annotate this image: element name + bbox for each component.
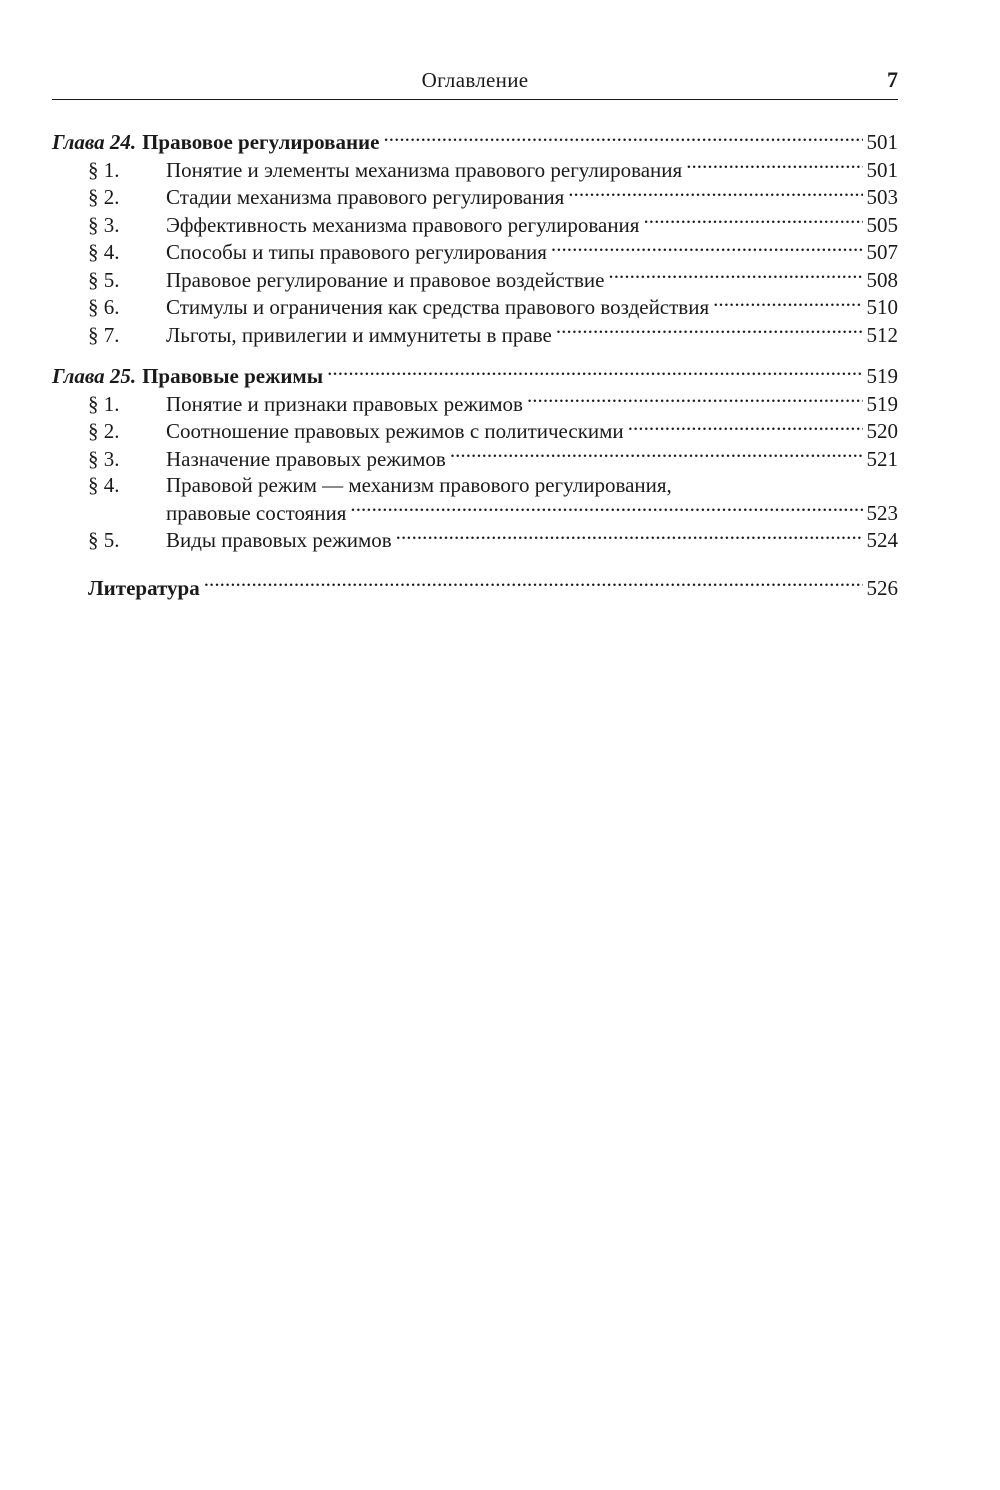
toc-chapter-24[interactable] (52, 128, 898, 156)
leader-dots (556, 321, 863, 342)
toc-chapter-25[interactable] (52, 362, 898, 390)
section-page: 507 (866, 240, 898, 264)
section-number: § 7. (88, 322, 120, 347)
leader-dots (350, 499, 862, 520)
header-rule (52, 99, 898, 100)
toc-section[interactable] (52, 293, 898, 321)
leader-dots (204, 574, 863, 595)
section-number: § 4. (88, 473, 120, 497)
section-title: Правовое регулирование и правовое воздействие (166, 267, 605, 292)
literature-title: Литература (88, 575, 200, 600)
section-page: 524 (866, 528, 898, 552)
toc-section[interactable] (52, 321, 898, 349)
toc-section[interactable] (52, 445, 898, 473)
toc-section-multiline[interactable] (52, 472, 898, 499)
section-number: § 3. (88, 446, 120, 471)
section-number: § 2. (88, 185, 120, 209)
section-number: § 5. (88, 267, 120, 292)
toc-section-continuation[interactable] (52, 499, 898, 527)
section-page: 521 (866, 446, 898, 471)
section-title: Стадии механизма правового регулирования (166, 185, 565, 209)
header-title: Оглавление (421, 68, 529, 92)
section-number: § 2. (88, 419, 120, 443)
section-page: 512 (866, 322, 898, 347)
section-page: 519 (866, 391, 898, 416)
toc-section[interactable] (52, 266, 898, 294)
section-number: § 6. (88, 295, 120, 319)
section-number: § 5. (88, 528, 120, 552)
chapter-title: Правовые режимы (142, 364, 324, 388)
section-title-line1: Правовой режим — механизм правового регулирования, (166, 473, 672, 497)
page-number: 7 (887, 67, 898, 92)
section-page: 501 (866, 157, 898, 182)
leader-dots (628, 417, 863, 438)
chapter-page: 519 (866, 364, 898, 388)
leader-dots (686, 156, 862, 177)
section-title: Эффективность механизма правового регулирования (166, 212, 640, 237)
toc-section[interactable] (52, 211, 898, 239)
leader-dots (608, 266, 862, 287)
leader-dots (450, 445, 863, 466)
leader-dots (327, 362, 862, 383)
leader-dots (383, 128, 862, 149)
literature-page: 526 (866, 575, 898, 600)
section-page: 503 (866, 185, 898, 209)
toc-section[interactable] (52, 238, 898, 266)
leader-dots (643, 211, 862, 232)
section-number: § 4. (88, 240, 120, 264)
section-page: 510 (866, 295, 898, 319)
section-title: Понятие и признаки правовых режимов (166, 391, 523, 416)
leader-dots (568, 183, 862, 204)
section-title: Понятие и элементы механизма правового регулирования (166, 157, 683, 182)
section-number: § 1. (88, 157, 120, 182)
toc-section[interactable] (52, 390, 898, 418)
leader-dots (713, 293, 862, 314)
section-page: 508 (866, 267, 898, 292)
section-number: § 3. (88, 212, 120, 237)
chapter-title: Правовое регулирование (142, 130, 380, 154)
leader-dots (396, 526, 863, 547)
chapter-label: Глава 24. (52, 130, 137, 154)
toc-page (52, 0, 898, 601)
chapter-page: 501 (866, 130, 898, 154)
section-title: Виды правовых режимов (166, 528, 392, 552)
chapter-label: Глава 25. (52, 364, 137, 388)
section-title: Способы и типы правового регулирования (166, 240, 547, 264)
leader-dots (527, 390, 863, 411)
toc-section[interactable] (52, 526, 898, 554)
running-header (52, 0, 898, 102)
section-page: 505 (866, 212, 898, 237)
section-title: Назначение правовых режимов (166, 446, 446, 471)
section-page: 523 (866, 500, 898, 525)
leader-dots (551, 238, 863, 259)
section-title: Стимулы и ограничения как средства правового воздействия (166, 295, 710, 319)
toc-section[interactable] (52, 183, 898, 211)
toc-literature[interactable] (52, 574, 898, 602)
section-title: Льготы, привилегии и иммунитеты в праве (166, 322, 552, 347)
section-number: § 1. (88, 391, 120, 416)
section-title: Соотношение правовых режимов с политическими (166, 419, 624, 443)
section-page: 520 (866, 419, 898, 443)
section-title-line2: правовые состояния (166, 500, 347, 525)
toc-section[interactable] (52, 156, 898, 184)
toc-section[interactable] (52, 417, 898, 445)
